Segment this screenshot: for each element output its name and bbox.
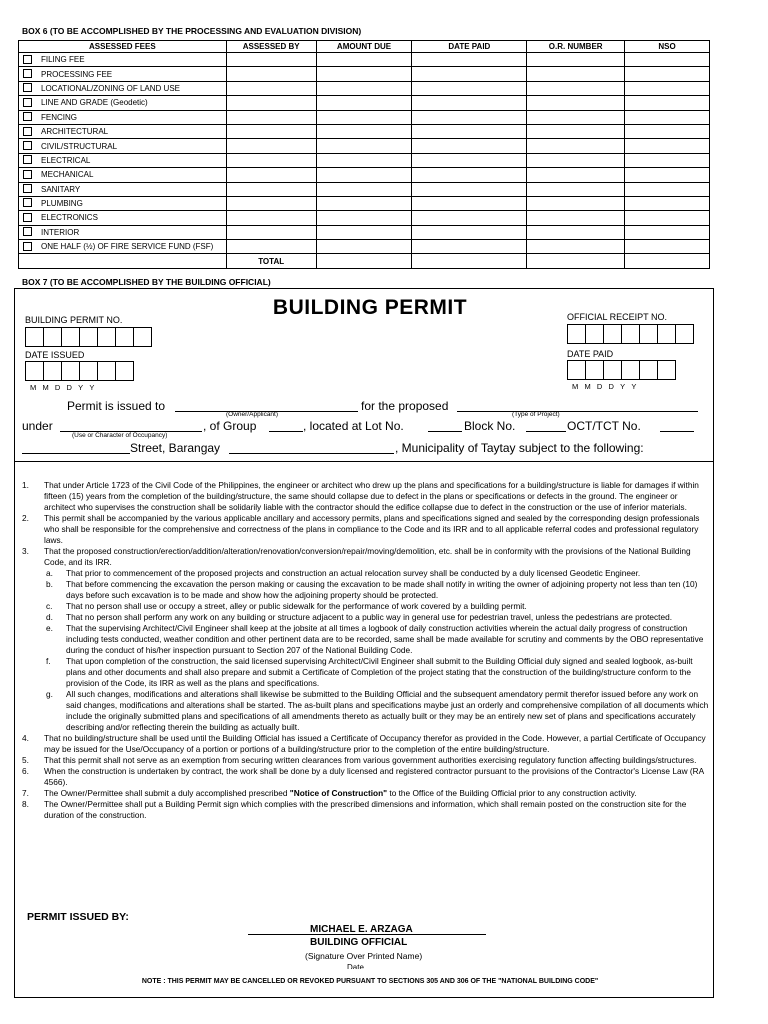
building-official-name: MICHAEL E. ARZAGA (310, 924, 413, 935)
assessed-by-cell[interactable] (226, 182, 316, 196)
subcondition-item (22, 689, 710, 733)
block-no-field[interactable] (526, 418, 566, 432)
type-of-project-caption: (Type of Project) (512, 411, 560, 418)
fee-label: PROCESSING FEE (41, 69, 113, 79)
nso-cell[interactable] (625, 124, 710, 138)
condition-text: That before commencing the excavation the person making or causing the excavation to be made shall notify in writing the owner of adjoining property not less than ten (10) days before such excavation is to be made and show how the adjoining property should be protected. (66, 579, 698, 600)
barangay-field[interactable] (229, 440, 394, 454)
amount-due-cell[interactable] (316, 96, 412, 110)
condition-number: f. (46, 656, 51, 666)
nso-cell[interactable] (625, 182, 710, 196)
fee-checkbox[interactable] (23, 170, 32, 179)
date-paid-cell[interactable] (412, 225, 527, 239)
subcondition-item (22, 656, 710, 689)
use-or-character-field[interactable] (60, 418, 202, 432)
date-caption: Date (347, 963, 364, 969)
fee-checkbox[interactable] (23, 83, 32, 92)
fee-label-cell (19, 110, 227, 124)
condition-item (22, 513, 710, 546)
condition-number: 2. (22, 513, 29, 523)
fee-checkbox[interactable] (23, 98, 32, 107)
condition-number: 7. (22, 788, 29, 798)
signature-caption: (Signature Over Printed Name) (305, 951, 423, 961)
fee-label: FENCING (41, 112, 77, 122)
subcondition-item (22, 601, 710, 612)
fee-label-cell (19, 81, 227, 95)
fee-checkbox[interactable] (23, 69, 32, 78)
assessed-by-cell[interactable] (226, 240, 316, 254)
date-paid-cell[interactable] (412, 139, 527, 153)
fee-row (19, 81, 710, 95)
condition-number: 1. (22, 480, 29, 490)
amount-due-cell[interactable] (316, 225, 412, 239)
street-barangay-label: Street, Barangay (130, 441, 221, 455)
condition-item (22, 766, 710, 788)
assessed-by-cell[interactable] (226, 139, 316, 153)
fee-label: INTERIOR (41, 227, 80, 237)
condition-number: 6. (22, 766, 29, 776)
condition-text: That the supervising Architect/Civil Engineer shall keep at the jobsite at all times a logbook of daily construction activities wherein the actual daily progress of construction including tests conducted, weather condition and other pertinent data are to be recorded, same shall be made available for scrutiny and comments by the OBO representative during the conduct of his/her inspection pursuant to Section 207 of the National Building Code. (66, 623, 704, 655)
or-number-cell[interactable] (527, 124, 625, 138)
condition-text: That this permit shall not serve as an exemption from securing written clearances from various government authorities exercising regulatory function affecting buildings/structures. (44, 755, 697, 765)
condition-text: That no person shall use or occupy a street, alley or public sidewalk for the performance of work covered by a building permit. (66, 601, 527, 611)
under-label: under (22, 419, 53, 433)
date-issued-format: MMDDYY (30, 383, 101, 392)
total-date-paid-cell (412, 254, 527, 268)
condition-text: That under Article 1723 of the Civil Code of the Philippines, the engineer or architect who drew up the plans and specifications for a building/structure is liable for damages if within fifteen (15) years from the completion of the building/structure, the same should collapse due to defect in the plans or specifications or defects in the ground. The engineer or architect who supervises the construction shall be solidarily liable with the contractor should the edifice collapse due to defect in the construction or the use of inferior materials. (44, 480, 699, 512)
date-paid-cell[interactable] (412, 96, 527, 110)
or-number-cell[interactable] (527, 240, 625, 254)
date-paid-cell[interactable] (412, 67, 527, 81)
fee-checkbox[interactable] (23, 127, 32, 136)
fee-row (19, 225, 710, 239)
header-or-number: O.R. NUMBER (527, 41, 625, 53)
building-permit-no-boxes[interactable] (25, 327, 152, 347)
municipality-label: , Municipality of Taytay subject to the following: (395, 441, 644, 455)
date-paid-cell[interactable] (412, 196, 527, 210)
fee-label-cell (19, 96, 227, 110)
fee-label: ONE HALF (½) OF FIRE SERVICE FUND (FSF) (41, 242, 214, 252)
box6-title: BOX 6 (TO BE ACCOMPLISHED BY THE PROCESSING AND EVALUATION DIVISION) (22, 26, 362, 36)
nso-cell[interactable] (625, 240, 710, 254)
amount-due-cell[interactable] (316, 139, 412, 153)
condition-item (22, 480, 710, 513)
official-receipt-no-boxes[interactable] (567, 324, 694, 344)
condition-text-bold: "Notice of Construction" (289, 788, 388, 798)
fee-label-cell (19, 182, 227, 196)
fee-row (19, 182, 710, 196)
located-at-lot-label: , located at Lot No. (303, 419, 404, 433)
fee-row (19, 96, 710, 110)
owner-applicant-field[interactable] (175, 398, 358, 412)
condition-item (22, 788, 710, 799)
amount-due-cell[interactable] (316, 168, 412, 182)
fee-label-cell (19, 240, 227, 254)
fee-label-cell (19, 67, 227, 81)
assessed-by-cell[interactable] (226, 225, 316, 239)
date-paid-boxes[interactable] (567, 360, 676, 380)
use-or-character-caption: (Use or Character of Occupancy) (72, 432, 168, 439)
assessed-by-cell[interactable] (226, 153, 316, 167)
box7-title: BOX 7 (TO BE ACCOMPLISHED BY THE BUILDING OFFICIAL) (22, 277, 271, 287)
header-assessed-by: ASSESSED BY (226, 41, 316, 53)
fee-label: ELECTRONICS (41, 213, 98, 223)
total-or-number-cell (527, 254, 625, 268)
fee-row (19, 124, 710, 138)
group-field[interactable] (269, 418, 303, 432)
nso-cell[interactable] (625, 53, 710, 67)
or-number-cell[interactable] (527, 110, 625, 124)
assessed-by-cell[interactable] (226, 81, 316, 95)
condition-text: That no person shall perform any work on any building or structure adjacent to a public way in general use for pedestrian travel, unless the pedestrians are protected. (66, 612, 673, 622)
date-paid-label: DATE PAID (567, 349, 614, 359)
condition-item (22, 755, 710, 766)
fee-label-cell (19, 53, 227, 67)
assessed-by-cell[interactable] (226, 67, 316, 81)
block-no-label: Block No. (464, 419, 516, 433)
assessed-by-cell[interactable] (226, 168, 316, 182)
fee-checkbox[interactable] (23, 198, 32, 207)
assessed-by-cell[interactable] (226, 211, 316, 225)
or-number-cell[interactable] (527, 53, 625, 67)
nso-cell[interactable] (625, 96, 710, 110)
amount-due-cell[interactable] (316, 53, 412, 67)
condition-text: The Owner/Permittee shall put a Building Permit sign which complies with the prescribed dimensions and information, which shall remain posted on the construction site for the duration of the construction. (44, 799, 687, 820)
of-group-label: , of Group (203, 419, 257, 433)
date-paid-cell[interactable] (412, 240, 527, 254)
condition-text: That the proposed construction/erection/addition/alteration/renovation/conversion/repair/moving/demolition, etc. shall be in conformity with the provisions of the National Building Code, and its IRR. (44, 546, 691, 567)
fee-label-cell (19, 139, 227, 153)
date-paid-cell[interactable] (412, 153, 527, 167)
fee-checkbox[interactable] (23, 155, 32, 164)
signature-line (248, 934, 486, 935)
fee-label: LINE AND GRADE (Geodetic) (41, 98, 148, 108)
fee-row (19, 110, 710, 124)
page-title: BUILDING PERMIT (272, 296, 468, 319)
or-number-cell[interactable] (527, 67, 625, 81)
nso-cell[interactable] (625, 168, 710, 182)
fee-checkbox[interactable] (23, 184, 32, 193)
fee-row (19, 67, 710, 81)
building-permit-no-label: BUILDING PERMIT NO. (25, 315, 123, 325)
fee-label: CIVIL/STRUCTURAL (41, 141, 118, 151)
type-of-project-field[interactable] (457, 398, 698, 412)
nso-cell[interactable] (625, 225, 710, 239)
nso-cell[interactable] (625, 67, 710, 81)
divider (14, 461, 714, 462)
assessed-by-cell[interactable] (226, 96, 316, 110)
nso-cell[interactable] (625, 211, 710, 225)
condition-text: to the Office of the Building Official prior to any construction activity. (387, 788, 637, 798)
fee-checkbox[interactable] (23, 213, 32, 222)
fee-label: PLUMBING (41, 199, 83, 209)
condition-number: e. (46, 623, 53, 633)
assessed-fees-table (18, 40, 710, 269)
fee-checkbox[interactable] (23, 227, 32, 236)
or-number-cell[interactable] (527, 81, 625, 95)
fee-checkbox[interactable] (23, 242, 32, 251)
subcondition-item (22, 623, 710, 656)
or-number-cell[interactable] (527, 139, 625, 153)
fee-label-cell (19, 225, 227, 239)
condition-number: b. (46, 579, 53, 589)
nso-cell[interactable] (625, 110, 710, 124)
fee-label-cell (19, 196, 227, 210)
header-date-paid: DATE PAID (412, 41, 527, 53)
amount-due-cell[interactable] (316, 182, 412, 196)
owner-applicant-caption: (Owner/Applicant) (226, 411, 279, 418)
fee-row (19, 240, 710, 254)
or-number-cell[interactable] (527, 225, 625, 239)
fee-label-cell (19, 211, 227, 225)
fee-checkbox[interactable] (23, 112, 32, 121)
conditions-list (22, 480, 710, 821)
official-receipt-no-label: OFFICIAL RECEIPT NO. (567, 312, 668, 322)
lot-no-field[interactable] (428, 418, 462, 432)
header-assessed-fees: ASSESSED FEES (19, 41, 227, 53)
assessed-by-cell[interactable] (226, 196, 316, 210)
permit-issued-by-label: PERMIT ISSUED BY: (27, 911, 129, 923)
condition-text: All such changes, modifications and alterations shall likewise be submitted to the Building Official and the subsequent amendatory permit therefor issued before any work on said changes, modifications and alterations shall be started. The as-built plans and specifications maybe just an orderly and comprehensive compilation of all documents which include the originally submitted plans and specifications of all amendments thereto as actually built or they may be an entirely new set of plans and specifications accurately describing and/or reflecting therein the building as actually built. (66, 689, 709, 732)
condition-number: 5. (22, 755, 29, 765)
fee-label: FILING FEE (41, 55, 85, 65)
fee-label: ARCHITECTURAL (41, 127, 109, 137)
subcondition-item (22, 568, 710, 579)
footer-note: NOTE : THIS PERMIT MAY BE CANCELLED OR REVOKED PURSUANT TO SECTIONS 305 AND 306 OF THE "NATIONAL BUILDING CODE" (141, 978, 599, 985)
condition-number: d. (46, 612, 53, 622)
condition-text: The Owner/Permittee shall submit a duly accomplished prescribed (44, 788, 290, 798)
subcondition-item (22, 579, 710, 601)
assessed-by-cell[interactable] (226, 124, 316, 138)
condition-text: That upon completion of the construction, the said licensed supervising Architect/Civil Engineer shall submit to the Building Official duly signed and sealed logbook, as-built plans and other documents and shall also prepare and submit a Certificate of Completion of the project stating that the construction of the building/structure conform to the provision of the Code, its IRR as well as the plans and specifications. (66, 656, 693, 688)
amount-due-cell[interactable] (316, 196, 412, 210)
fee-label-cell (19, 153, 227, 167)
amount-due-cell[interactable] (316, 240, 412, 254)
condition-item (22, 799, 710, 821)
condition-item (22, 546, 710, 568)
nso-cell[interactable] (625, 139, 710, 153)
amount-due-cell[interactable] (316, 153, 412, 167)
fee-label: SANITARY (41, 184, 81, 194)
fee-label: LOCATIONAL/ZONING OF LAND USE (41, 83, 180, 93)
condition-number: 4. (22, 733, 29, 743)
or-number-cell[interactable] (527, 153, 625, 167)
assessed-by-cell[interactable] (226, 53, 316, 67)
header-nso: NSO (625, 41, 710, 53)
fee-label: ELECTRICAL (41, 155, 91, 165)
condition-text: When the construction is undertaken by contract, the work shall be done by a duly licensed and registered contractor pursuant to the provisions of the Contractor's License Law (RA 4566). (44, 766, 704, 787)
amount-due-cell[interactable] (316, 81, 412, 95)
fee-checkbox[interactable] (23, 141, 32, 150)
condition-text: This permit shall be accompanied by the various applicable ancillary and accessory permits, plans and specifications signed and sealed by the corresponding design professionals who shall be responsible for the comprehensive and correctness of the plans in compliance to the Code and its IRR and to all applicable referral codes and professional regulatory laws. (44, 513, 700, 545)
oct-tct-no-field[interactable] (660, 418, 694, 432)
total-label: TOTAL (226, 254, 316, 268)
subcondition-item (22, 612, 710, 623)
date-paid-cell[interactable] (412, 53, 527, 67)
condition-number: 8. (22, 799, 29, 809)
fee-label: MECHANICAL (41, 170, 94, 180)
or-number-cell[interactable] (527, 168, 625, 182)
amount-due-cell[interactable] (316, 67, 412, 81)
date-issued-label: DATE ISSUED (25, 350, 85, 360)
date-paid-cell[interactable] (412, 182, 527, 196)
fees-header-row (19, 41, 710, 53)
date-paid-cell[interactable] (412, 124, 527, 138)
fee-label-cell (19, 168, 227, 182)
header-amount-due: AMOUNT DUE (316, 41, 412, 53)
nso-cell[interactable] (625, 196, 710, 210)
condition-number: c. (46, 601, 53, 611)
total-row (19, 254, 710, 268)
date-paid-cell[interactable] (412, 168, 527, 182)
fee-row (19, 53, 710, 67)
oct-tct-label: OCT/TCT No. (567, 419, 641, 433)
condition-text: That prior to commencement of the proposed projects and construction an actual relocation survey shall be conducted by a duly licensed Geodetic Engineer. (66, 568, 641, 578)
fee-row (19, 139, 710, 153)
fee-row (19, 153, 710, 167)
total-amount-cell[interactable] (316, 254, 412, 268)
date-paid-format: MMDDYY (572, 382, 643, 391)
amount-due-cell[interactable] (316, 110, 412, 124)
condition-number: 3. (22, 546, 29, 556)
street-field[interactable] (22, 440, 130, 454)
fee-row (19, 211, 710, 225)
or-number-cell[interactable] (527, 182, 625, 196)
or-number-cell[interactable] (527, 211, 625, 225)
fee-checkbox[interactable] (23, 55, 32, 64)
date-paid-cell[interactable] (412, 110, 527, 124)
permit-issued-to-label: Permit is issued to (67, 399, 166, 413)
amount-due-cell[interactable] (316, 124, 412, 138)
or-number-cell[interactable] (527, 196, 625, 210)
nso-cell[interactable] (625, 153, 710, 167)
fee-row (19, 168, 710, 182)
amount-due-cell[interactable] (316, 211, 412, 225)
for-the-proposed-label: for the proposed (361, 399, 449, 413)
total-blank-cell (19, 254, 227, 268)
total-nso-cell (625, 254, 710, 268)
nso-cell[interactable] (625, 81, 710, 95)
or-number-cell[interactable] (527, 96, 625, 110)
building-official-position: BUILDING OFFICIAL (310, 937, 408, 948)
date-paid-cell[interactable] (412, 81, 527, 95)
assessed-by-cell[interactable] (226, 110, 316, 124)
date-paid-cell[interactable] (412, 211, 527, 225)
date-issued-boxes[interactable] (25, 361, 134, 381)
fee-label-cell (19, 124, 227, 138)
condition-number: a. (46, 568, 53, 578)
condition-text: That no building/structure shall be used until the Building Official has issued a Certificate of Occupancy therefor as provided in the Code. However, a partial Certificate of Occupancy may be issued for the Use/Occupancy of a portion or portions of a building/structure prior to the completion of the entire building/structure. (44, 733, 706, 754)
condition-item (22, 733, 710, 755)
fee-row (19, 196, 710, 210)
condition-number: g. (46, 689, 53, 699)
